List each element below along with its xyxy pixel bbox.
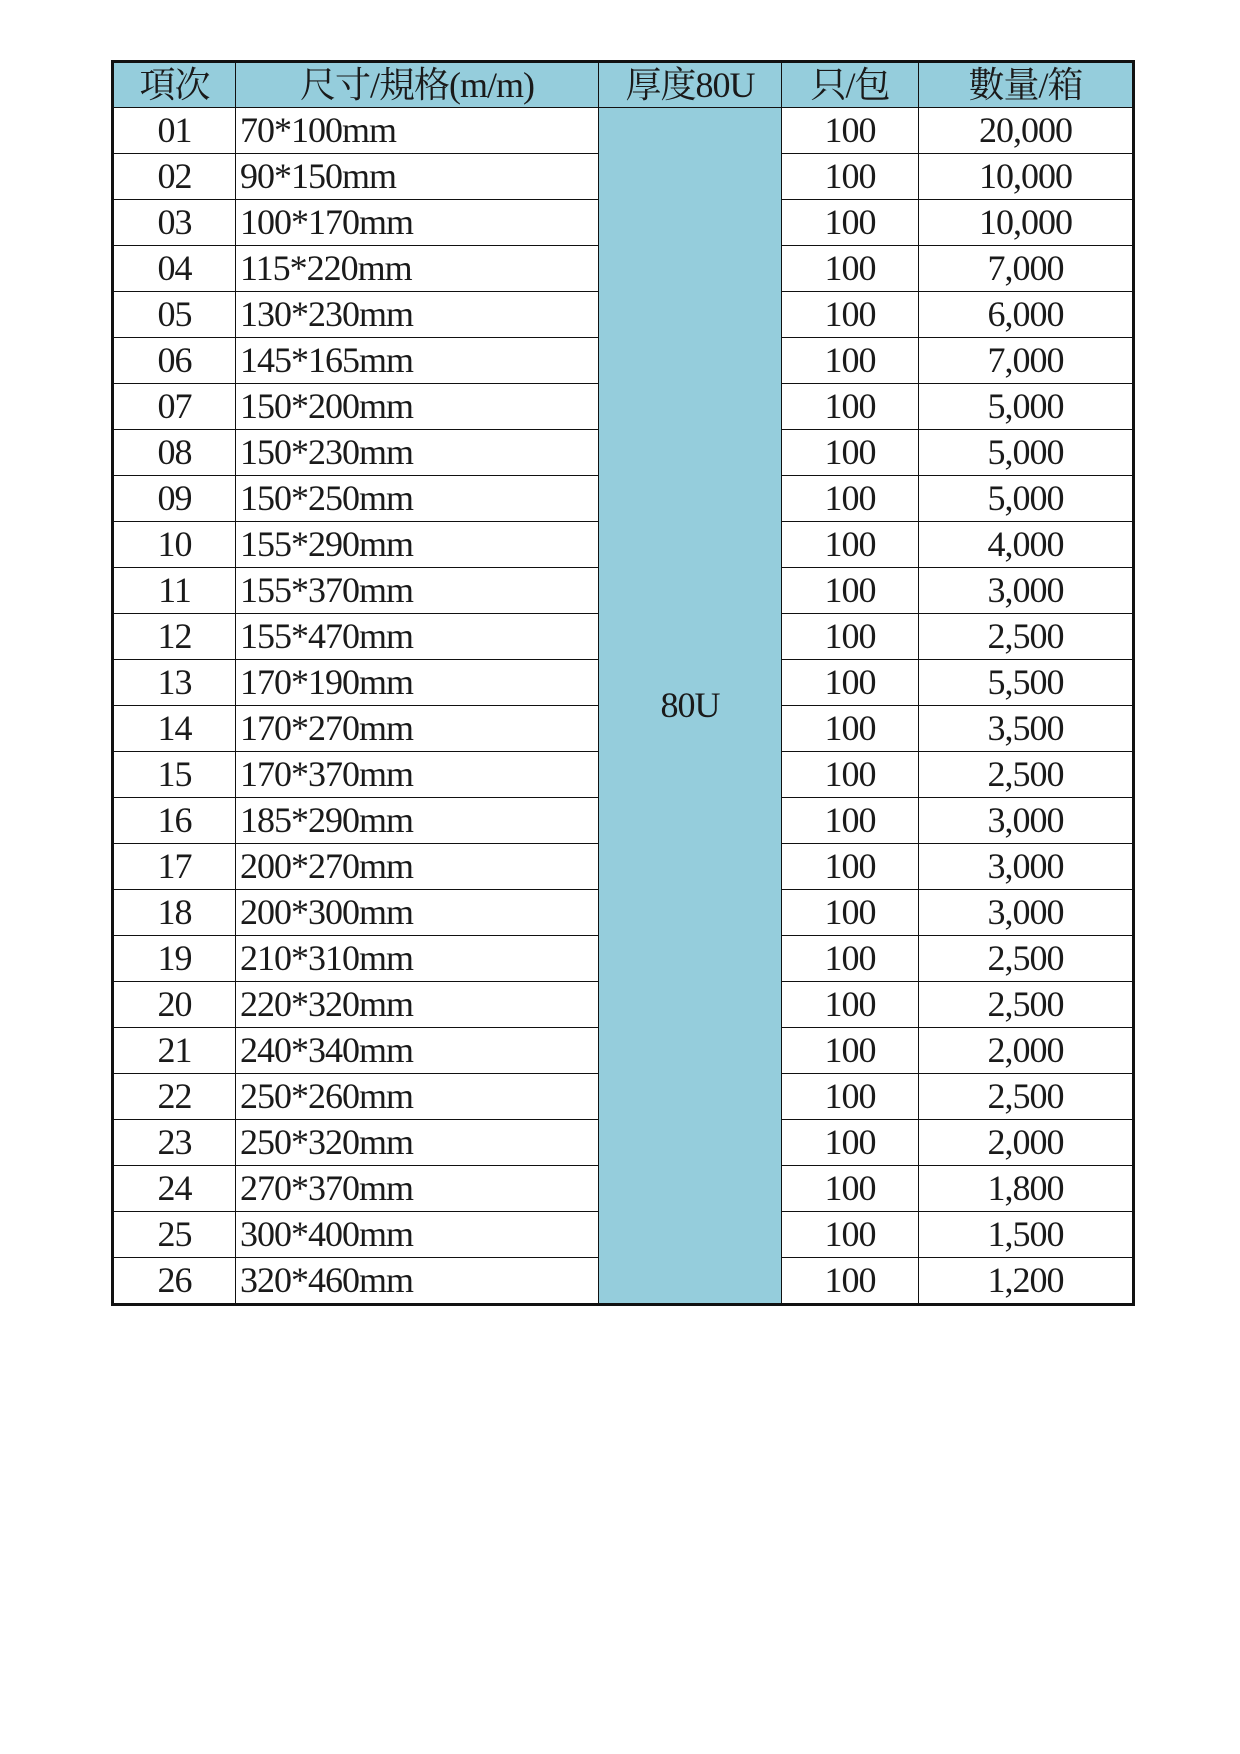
cell-qty-per-box: 2,500 — [919, 982, 1134, 1028]
cell-item: 02 — [113, 154, 236, 200]
cell-item: 01 — [113, 108, 236, 154]
cell-qty-per-box: 2,000 — [919, 1028, 1134, 1074]
cell-per-pack: 100 — [782, 384, 919, 430]
cell-thickness: 80U — [599, 108, 782, 1305]
cell-per-pack: 100 — [782, 1120, 919, 1166]
cell-item: 24 — [113, 1166, 236, 1212]
cell-qty-per-box: 2,500 — [919, 614, 1134, 660]
cell-item: 19 — [113, 936, 236, 982]
cell-item: 14 — [113, 706, 236, 752]
cell-per-pack: 100 — [782, 568, 919, 614]
cell-item: 08 — [113, 430, 236, 476]
cell-size: 270*370mm — [236, 1166, 599, 1212]
cell-qty-per-box: 6,000 — [919, 292, 1134, 338]
cell-size: 70*100mm — [236, 108, 599, 154]
cell-size: 150*250mm — [236, 476, 599, 522]
cell-qty-per-box: 3,000 — [919, 844, 1134, 890]
cell-qty-per-box: 2,500 — [919, 1074, 1134, 1120]
cell-item: 09 — [113, 476, 236, 522]
cell-per-pack: 100 — [782, 522, 919, 568]
cell-size: 130*230mm — [236, 292, 599, 338]
cell-per-pack: 100 — [782, 660, 919, 706]
cell-item: 21 — [113, 1028, 236, 1074]
header-thickness: 厚度80U — [599, 62, 782, 108]
cell-qty-per-box: 7,000 — [919, 338, 1134, 384]
cell-per-pack: 100 — [782, 1028, 919, 1074]
cell-qty-per-box: 1,800 — [919, 1166, 1134, 1212]
cell-qty-per-box: 2,500 — [919, 752, 1134, 798]
cell-size: 115*220mm — [236, 246, 599, 292]
cell-size: 185*290mm — [236, 798, 599, 844]
cell-qty-per-box: 2,000 — [919, 1120, 1134, 1166]
cell-item: 03 — [113, 200, 236, 246]
cell-item: 11 — [113, 568, 236, 614]
cell-per-pack: 100 — [782, 200, 919, 246]
cell-size: 100*170mm — [236, 200, 599, 246]
cell-size: 150*230mm — [236, 430, 599, 476]
cell-qty-per-box: 1,200 — [919, 1258, 1134, 1305]
cell-per-pack: 100 — [782, 476, 919, 522]
cell-per-pack: 100 — [782, 246, 919, 292]
cell-size: 240*340mm — [236, 1028, 599, 1074]
cell-item: 13 — [113, 660, 236, 706]
cell-qty-per-box: 3,000 — [919, 568, 1134, 614]
cell-per-pack: 100 — [782, 936, 919, 982]
cell-item: 06 — [113, 338, 236, 384]
cell-per-pack: 100 — [782, 292, 919, 338]
cell-per-pack: 100 — [782, 844, 919, 890]
cell-qty-per-box: 10,000 — [919, 200, 1134, 246]
cell-item: 05 — [113, 292, 236, 338]
header-row — [113, 62, 1134, 108]
cell-size: 200*270mm — [236, 844, 599, 890]
cell-qty-per-box: 5,000 — [919, 430, 1134, 476]
table-row — [113, 108, 1134, 154]
cell-size: 150*200mm — [236, 384, 599, 430]
cell-item: 18 — [113, 890, 236, 936]
cell-per-pack: 100 — [782, 108, 919, 154]
cell-qty-per-box: 1,500 — [919, 1212, 1134, 1258]
cell-qty-per-box: 4,000 — [919, 522, 1134, 568]
cell-qty-per-box: 20,000 — [919, 108, 1134, 154]
cell-qty-per-box: 2,500 — [919, 936, 1134, 982]
cell-size: 170*270mm — [236, 706, 599, 752]
cell-qty-per-box: 10,000 — [919, 154, 1134, 200]
cell-size: 90*150mm — [236, 154, 599, 200]
table-header — [113, 62, 1134, 108]
cell-item: 12 — [113, 614, 236, 660]
cell-size: 155*370mm — [236, 568, 599, 614]
cell-item: 10 — [113, 522, 236, 568]
cell-size: 145*165mm — [236, 338, 599, 384]
cell-per-pack: 100 — [782, 338, 919, 384]
cell-per-pack: 100 — [782, 798, 919, 844]
cell-size: 170*190mm — [236, 660, 599, 706]
cell-item: 20 — [113, 982, 236, 1028]
cell-size: 220*320mm — [236, 982, 599, 1028]
cell-per-pack: 100 — [782, 430, 919, 476]
cell-per-pack: 100 — [782, 890, 919, 936]
cell-per-pack: 100 — [782, 154, 919, 200]
cell-size: 155*470mm — [236, 614, 599, 660]
cell-qty-per-box: 5,500 — [919, 660, 1134, 706]
cell-item: 15 — [113, 752, 236, 798]
cell-item: 23 — [113, 1120, 236, 1166]
table-body — [113, 108, 1134, 1305]
cell-qty-per-box: 3,000 — [919, 798, 1134, 844]
cell-qty-per-box: 5,000 — [919, 476, 1134, 522]
cell-item: 16 — [113, 798, 236, 844]
cell-item: 25 — [113, 1212, 236, 1258]
cell-per-pack: 100 — [782, 1166, 919, 1212]
header-per-pack: 只/包 — [782, 62, 919, 108]
cell-item: 07 — [113, 384, 236, 430]
cell-per-pack: 100 — [782, 1258, 919, 1305]
cell-per-pack: 100 — [782, 982, 919, 1028]
cell-item: 17 — [113, 844, 236, 890]
cell-item: 22 — [113, 1074, 236, 1120]
cell-size: 170*370mm — [236, 752, 599, 798]
cell-qty-per-box: 5,000 — [919, 384, 1134, 430]
cell-size: 200*300mm — [236, 890, 599, 936]
cell-size: 300*400mm — [236, 1212, 599, 1258]
cell-size: 210*310mm — [236, 936, 599, 982]
cell-size: 155*290mm — [236, 522, 599, 568]
cell-qty-per-box: 7,000 — [919, 246, 1134, 292]
cell-per-pack: 100 — [782, 1212, 919, 1258]
header-qty-per-box: 數量/箱 — [919, 62, 1134, 108]
cell-size: 320*460mm — [236, 1258, 599, 1305]
cell-size: 250*320mm — [236, 1120, 599, 1166]
header-item: 項次 — [113, 62, 236, 108]
cell-qty-per-box: 3,500 — [919, 706, 1134, 752]
cell-qty-per-box: 3,000 — [919, 890, 1134, 936]
cell-item: 26 — [113, 1258, 236, 1305]
cell-per-pack: 100 — [782, 1074, 919, 1120]
header-size: 尺寸/規格(m/m) — [236, 62, 599, 108]
cell-per-pack: 100 — [782, 752, 919, 798]
cell-per-pack: 100 — [782, 706, 919, 752]
cell-size: 250*260mm — [236, 1074, 599, 1120]
spec-table — [111, 60, 1135, 1306]
cell-per-pack: 100 — [782, 614, 919, 660]
cell-item: 04 — [113, 246, 236, 292]
